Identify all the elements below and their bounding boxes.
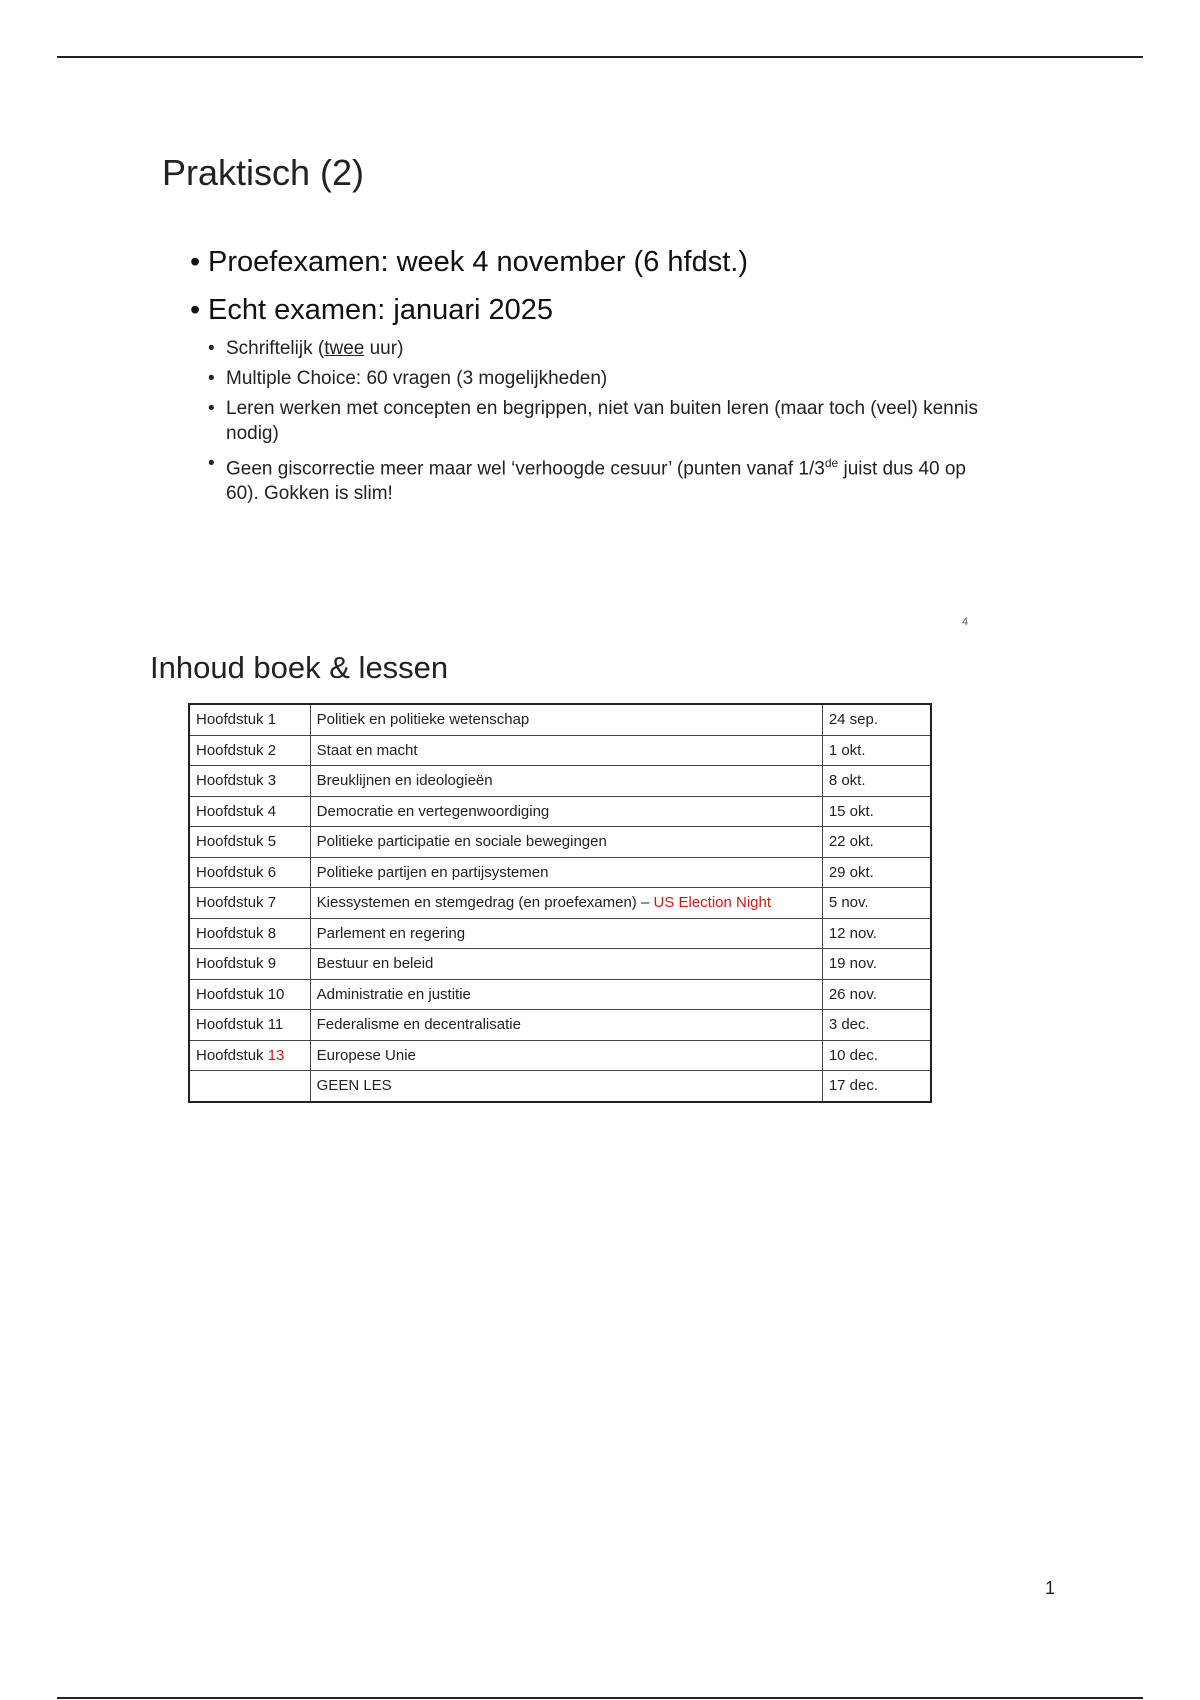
cesuur-pre: Geen giscorrectie meer maar wel ‘verhoogde cesuur’ (punten vanaf 1/3 [226, 458, 825, 480]
topic-cell: Parlement en regering [310, 918, 822, 949]
table-row [189, 766, 931, 797]
chapter-red-number: 13 [267, 1046, 285, 1064]
chapter-cell [189, 1040, 310, 1071]
written-underlined: twee [324, 338, 365, 359]
topic-cell [310, 888, 822, 919]
page-number: 1 [1045, 1578, 1056, 1598]
topic-cell: Administratie en justitie [310, 979, 822, 1010]
date-cell: 17 dec. [822, 1071, 931, 1102]
chapter-cell: Hoofdstuk 5 [189, 827, 310, 858]
slide1-bullets [190, 244, 980, 511]
bullet-echt-examen: • Echt examen: januari 2025 [190, 292, 980, 328]
bottom-rule [57, 1697, 1143, 1699]
topic-cell: Bestuur en beleid [310, 949, 822, 980]
date-cell: 3 dec. [822, 1010, 931, 1041]
chapter-cell: Hoofdstuk 10 [189, 979, 310, 1010]
chapter-cell: Hoofdstuk 2 [189, 735, 310, 766]
topic-cell: Europese Unie [310, 1040, 822, 1071]
chapter-cell [189, 1071, 310, 1102]
chapter-cell: Hoofdstuk 3 [189, 766, 310, 797]
table-row [189, 827, 931, 858]
chapter-cell: Hoofdstuk 8 [189, 918, 310, 949]
date-cell: 24 sep. [822, 704, 931, 735]
table-row [189, 1040, 931, 1071]
topic-text: Kiessystemen en stemgedrag (en proefexamen) – [316, 894, 654, 912]
topic-cell: Politieke partijen en partijsystemen [310, 857, 822, 888]
chapter-cell: Hoofdstuk 1 [189, 704, 310, 735]
sub-bullet-leren: • Leren werken met concepten en begrippen, niet van buiten leren (maar toch (veel) kennis nodig) [190, 396, 980, 446]
chapter-cell: Hoofdstuk 11 [189, 1010, 310, 1041]
top-rule [57, 56, 1143, 58]
topic-cell: Democratie en vertegenwoordiging [310, 796, 822, 827]
table-row [189, 979, 931, 1010]
cesuur-post: juist dus 40 op 60). Gokken is slim! [226, 458, 966, 505]
date-cell: 12 nov. [822, 918, 931, 949]
date-cell: 22 okt. [822, 827, 931, 858]
topic-cell: Politiek en politieke wetenschap [310, 704, 822, 735]
bullet-proefexamen: • Proefexamen: week 4 november (6 hfdst.) [190, 244, 980, 280]
written-post: uur) [364, 338, 404, 359]
written-pre: Schriftelijk ( [226, 338, 325, 359]
cesuur-sup: de [824, 456, 839, 470]
topic-cell: Staat en macht [310, 735, 822, 766]
date-cell: 1 okt. [822, 735, 931, 766]
slide-number: 4 [962, 616, 969, 628]
date-cell: 29 okt. [822, 857, 931, 888]
table-row [189, 888, 931, 919]
slide-title-praktisch: Praktisch (2) [162, 152, 365, 193]
table-row [189, 1071, 931, 1102]
table-row [189, 735, 931, 766]
table-row [189, 704, 931, 735]
sub-bullet-multiple-choice: • Multiple Choice: 60 vragen (3 mogelijkheden) [190, 366, 980, 391]
topic-cell: Politieke participatie en sociale bewegingen [310, 827, 822, 858]
table-row [189, 918, 931, 949]
slide-title-inhoud: Inhoud boek & lessen [150, 650, 449, 685]
date-cell: 15 okt. [822, 796, 931, 827]
topic-cell: Federalisme en decentralisatie [310, 1010, 822, 1041]
topic-cell: Breuklijnen en ideologieën [310, 766, 822, 797]
sub-bullet-cesuur [190, 451, 980, 506]
date-cell: 19 nov. [822, 949, 931, 980]
date-cell: 26 nov. [822, 979, 931, 1010]
schedule-table [188, 703, 932, 1103]
chapter-cell: Hoofdstuk 6 [189, 857, 310, 888]
table-row [189, 1010, 931, 1041]
topic-cell: GEEN LES [310, 1071, 822, 1102]
chapter-cell: Hoofdstuk 4 [189, 796, 310, 827]
chapter-cell: Hoofdstuk 9 [189, 949, 310, 980]
table-row [189, 796, 931, 827]
chapter-cell: Hoofdstuk 7 [189, 888, 310, 919]
topic-red-text: US Election Night [653, 894, 772, 912]
chapter-text: Hoofdstuk [196, 1046, 268, 1064]
date-cell: 5 nov. [822, 888, 931, 919]
date-cell: 8 okt. [822, 766, 931, 797]
sub-bullet-list [190, 336, 980, 506]
sub-bullet-schriftelijk [190, 336, 980, 361]
table-row [189, 949, 931, 980]
date-cell: 10 dec. [822, 1040, 931, 1071]
table-row [189, 857, 931, 888]
